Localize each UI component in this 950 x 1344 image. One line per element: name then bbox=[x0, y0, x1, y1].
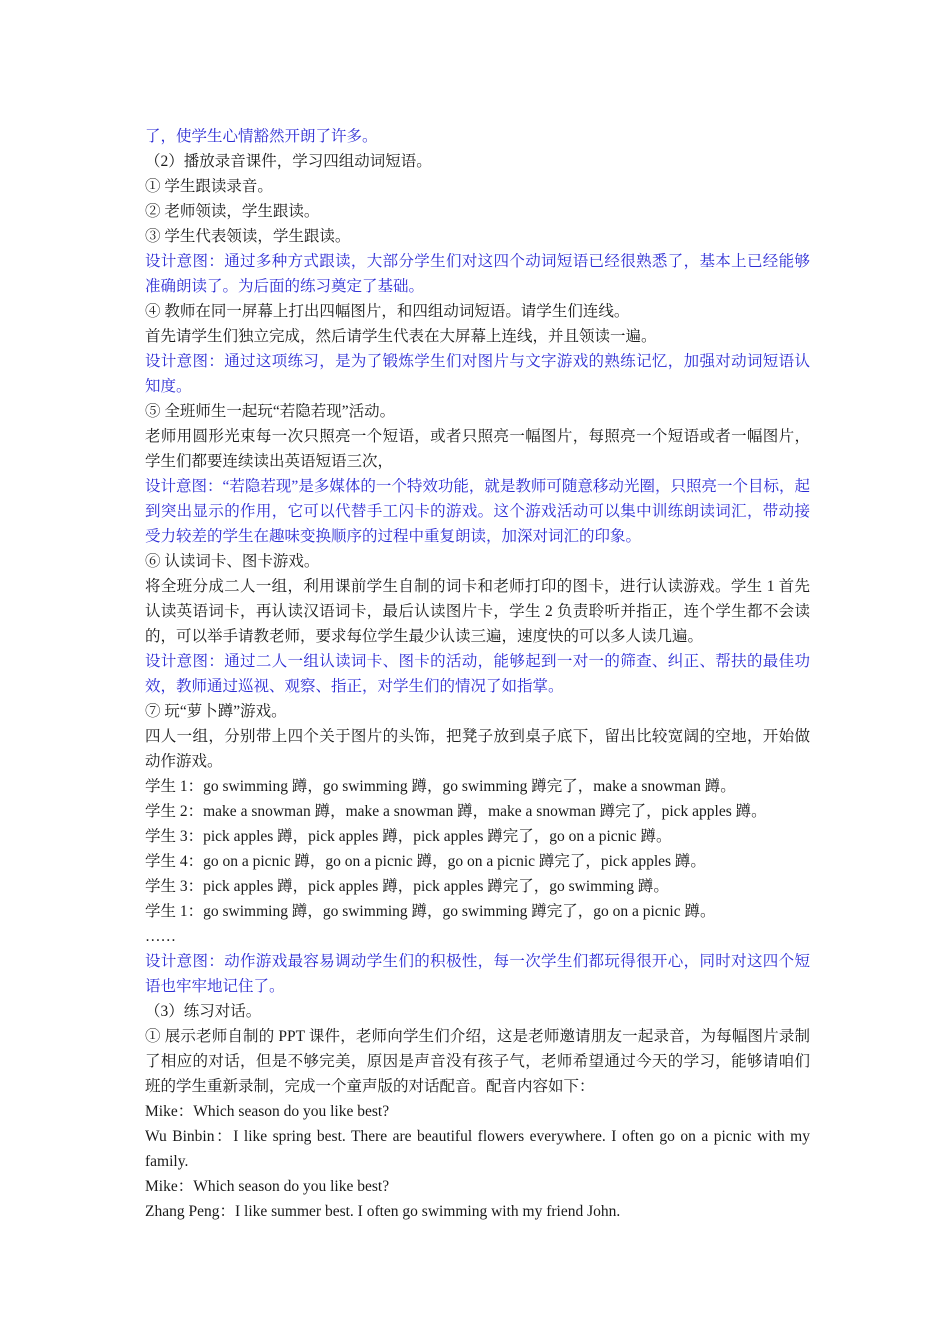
game-dialogue-line: 学生 3：pick apples 蹲，pick apples 蹲，pick apples 蹲完了，go on a picnic 蹲。 bbox=[145, 828, 672, 845]
step-item: ⑤ 全班师生一起玩“若隐若现”活动。 bbox=[145, 403, 396, 420]
step-item: ⑦ 玩“萝卜蹲”游戏。 bbox=[145, 703, 287, 720]
step-item: ① 展示老师自制的 PPT 课件，老师向学生们介绍，这是老师邀请朋友一起录音，为每幅图片录制了相应的对话，但是不够完美，原因是声音没有孩子气，老师希望通过今天的学习，能够请咱们班的学生重新录制，完成一个童声版的对话配音。配音内容如下： bbox=[145, 1028, 810, 1095]
design-intent-paragraph: 设计意图：动作游戏最容易调动学生们的积极性，每一次学生们都玩得很开心，同时对这四个短语也牢牢地记住了。 bbox=[145, 953, 810, 995]
body-paragraph: 老师用圆形光束每一次只照亮一个短语，或者只照亮一幅图片，每照亮一个短语或者一幅图片，学生们都要连续读出英语短语三次， bbox=[145, 428, 810, 470]
document-body bbox=[145, 124, 810, 1224]
game-dialogue-line: 学生 1：go swimming 蹲，go swimming 蹲，go swimming 蹲完了，go on a picnic 蹲。 bbox=[145, 903, 716, 920]
design-intent-paragraph: 设计意图：“若隐若现”是多媒体的一个特效功能，就是教师可随意移动光圈，只照亮一个目标，起到突出显示的作用，它可以代替手工闪卡的游戏。这个游戏活动可以集中训练朗读词汇，带动接受力较差的学生在趣味变换顺序的过程中重复朗读，加深对词汇的印象。 bbox=[145, 478, 810, 545]
design-intent-paragraph: 了，使学生心情豁然开朗了许多。 bbox=[145, 128, 378, 145]
section-heading: （3）练习对话。 bbox=[145, 1003, 262, 1020]
step-item: ① 学生跟读录音。 bbox=[145, 178, 273, 195]
game-dialogue-line: 学生 3：pick apples 蹲，pick apples 蹲，pick apples 蹲完了，go swimming 蹲。 bbox=[145, 878, 669, 895]
body-paragraph: 将全班分成二人一组，利用课前学生自制的词卡和老师打印的图卡，进行认读游戏。学生 1 首先认读英语词卡，再认读汉语词卡，最后认读图片卡，学生 2 负责聆听并指正，连个学生都不会读的，可以举手请教老师，要求每位学生最少认读三遍，速度快的可以多人读几遍。 bbox=[145, 578, 810, 645]
game-dialogue-line: 学生 4：go on a picnic 蹲，go on a picnic 蹲，go on a picnic 蹲完了，pick apples 蹲。 bbox=[145, 853, 706, 870]
game-dialogue-line: 学生 1：go swimming 蹲，go swimming 蹲，go swimming 蹲完了，make a snowman 蹲。 bbox=[145, 778, 736, 795]
ellipsis: …… bbox=[145, 928, 176, 945]
dialogue-line: Wu Binbin：I like spring best. There are beautiful flowers everywhere. I often go on a picnic with my family. bbox=[145, 1128, 810, 1170]
section-heading: （2）播放录音课件，学习四组动词短语。 bbox=[145, 153, 432, 170]
step-item: ⑥ 认读词卡、图卡游戏。 bbox=[145, 553, 320, 570]
design-intent-paragraph: 设计意图：通过这项练习，是为了锻炼学生们对图片与文字游戏的熟练记忆，加强对动词短语认知度。 bbox=[145, 353, 810, 395]
body-paragraph: 首先请学生们独立完成，然后请学生代表在大屏幕上连线，并且领读一遍。 bbox=[145, 328, 657, 345]
dialogue-line: Zhang Peng：I like summer best. I often go swimming with my friend John. bbox=[145, 1203, 621, 1220]
dialogue-line: Mike：Which season do you like best? bbox=[145, 1103, 390, 1120]
dialogue-line: Mike：Which season do you like best? bbox=[145, 1178, 390, 1195]
step-item: ③ 学生代表领读，学生跟读。 bbox=[145, 228, 351, 245]
step-item: ② 老师领读，学生跟读。 bbox=[145, 203, 320, 220]
game-dialogue-line: 学生 2：make a snowman 蹲，make a snowman 蹲，make a snowman 蹲完了，pick apples 蹲。 bbox=[145, 803, 767, 820]
step-item: ④ 教师在同一屏幕上打出四幅图片，和四组动词短语。请学生们连线。 bbox=[145, 303, 630, 320]
design-intent-paragraph: 设计意图：通过多种方式跟读，大部分学生们对这四个动词短语已经很熟悉了，基本上已经能够准确朗读了。为后面的练习奠定了基础。 bbox=[145, 253, 810, 295]
body-paragraph: 四人一组，分别带上四个关于图片的头饰，把凳子放到桌子底下，留出比较宽阔的空地，开始做动作游戏。 bbox=[145, 728, 810, 770]
design-intent-paragraph: 设计意图：通过二人一组认读词卡、图卡的活动，能够起到一对一的筛查、纠正、帮扶的最佳功效，教师通过巡视、观察、指正，对学生们的情况了如指掌。 bbox=[145, 653, 810, 695]
